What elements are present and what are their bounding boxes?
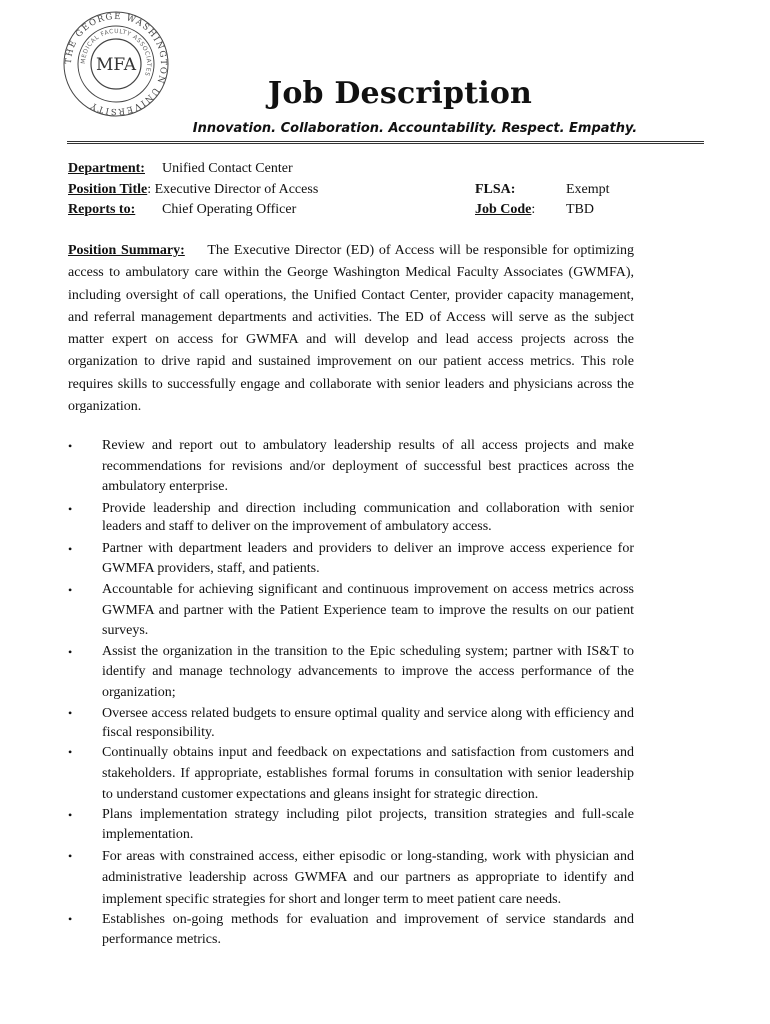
list-item: [68, 500, 634, 537]
duty-text: For areas with constrained access, either episodic or long-standing, work with physician and administrative leadership across GWMFA and our partners as appropriate to identify and implement specific strategies for short and longer term to meet patient care needs.: [102, 848, 634, 907]
list-item: [68, 704, 634, 742]
list-item: [68, 846, 634, 911]
list-item: [68, 910, 634, 949]
duty-text: Oversee access related budgets to ensure optimal quality and service along with efficiency and fiscal responsibility.: [102, 705, 634, 740]
flsa-row: [475, 181, 610, 199]
position-summary-text: The Executive Director (ED) of Access will be responsible for optimizing access to ambulatory care within the George Washington Medical Faculty Associates (GWMFA), including oversight of call operations, the Unified Contact Center, provider capacity management, and referral management departments and activities. The ED of Access will serve as the subject matter expert on access for GWMFA and will develop and lead access projects across the organization to drive rapid and sustained improvement on our patient access metrics. This role requires skills to successfully engage and collaborate with senior leaders and physicians across the organization.: [68, 243, 635, 415]
tagline: Innovation. Collaboration. Accountability. Respect. Empathy.: [192, 121, 638, 136]
list-item: [68, 436, 634, 498]
seal-inner-text: MEDICAL FACULTY ASSOCIATES: [79, 27, 153, 78]
seal-outer-text: THE GEORGE WASHINGTON UNIVERSITY: [63, 11, 169, 117]
bullet-icon: •: [68, 744, 73, 759]
job-code-value: TBD: [566, 202, 594, 217]
reports-to-label: Reports to:: [68, 202, 136, 217]
bullet-icon: •: [68, 807, 73, 822]
seal-center-text: MFA: [95, 55, 137, 75]
bullet-icon: •: [68, 644, 73, 659]
list-item: [68, 642, 634, 704]
bullet-icon: •: [68, 705, 73, 720]
bullet-icon: •: [68, 439, 73, 453]
position-summary-label: Position Summary:: [68, 243, 185, 258]
department-label: Department:: [68, 161, 145, 176]
position-summary: [68, 240, 634, 418]
header-divider: [67, 141, 704, 144]
bullet-icon: •: [68, 912, 73, 927]
position-title-label: Position Title: [68, 182, 148, 197]
bullet-icon: •: [68, 541, 73, 556]
bullet-icon: •: [68, 848, 73, 863]
duty-text: Plans implementation strategy including pilot projects, transition strategies and full-scale implementation.: [102, 806, 634, 843]
list-item: [68, 580, 634, 642]
duty-text: Review and report out to ambulatory leadership results of all access projects and make recommendations for revisions and/or deployment of successful best practices across the ambulatory enterprise.: [102, 438, 634, 495]
duty-text: Assist the organization in the transition to the Epic scheduling system; partner with IS&T to identify and manage technology advancements to improve the access performance of the organization;: [102, 643, 634, 700]
duties-list: [68, 436, 634, 949]
page-title: Job Description: [267, 76, 533, 111]
department-value: Unified Contact Center: [162, 161, 293, 176]
list-item: [68, 742, 634, 805]
department-row: [68, 160, 293, 178]
list-item: [68, 805, 634, 846]
bullet-icon: •: [68, 501, 73, 516]
job-code-label: Job Code: [475, 202, 532, 217]
job-code-row: [475, 201, 594, 219]
duty-text: Partner with department leaders and providers to deliver an improve access experience for GWMFA providers, staff, and patients.: [102, 540, 634, 577]
duty-text: Establishes on-going methods for evaluation and improvement of service standards and performance metrics.: [102, 912, 634, 947]
flsa-value: Exempt: [566, 182, 610, 197]
duty-text: Provide leadership and direction including communication and collaboration with senior leaders and staff to deliver on the improvement of ambulatory access.: [102, 500, 634, 535]
position-title-row: [68, 181, 318, 199]
position-title-value: : Executive Director of Access: [147, 182, 319, 197]
job-code-colon: :: [531, 202, 536, 217]
bullet-icon: •: [68, 582, 73, 597]
duty-text: Continually obtains input and feedback on expectations and satisfaction from customers and stakeholders. If appropriate, establishes formal forums in consultation with senior leadership to understand customer expectations and gleans insight for strategic direction.: [102, 744, 634, 802]
reports-to-row: [68, 201, 297, 219]
reports-to-value: Chief Operating Officer: [162, 202, 297, 217]
list-item: [68, 539, 634, 580]
flsa-label: FLSA:: [475, 182, 516, 197]
duty-text: Accountable for achieving significant and continuous improvement on access metrics across GWMFA and partner with the Patient Experience team to improve the results on our patient surveys.: [102, 581, 634, 639]
